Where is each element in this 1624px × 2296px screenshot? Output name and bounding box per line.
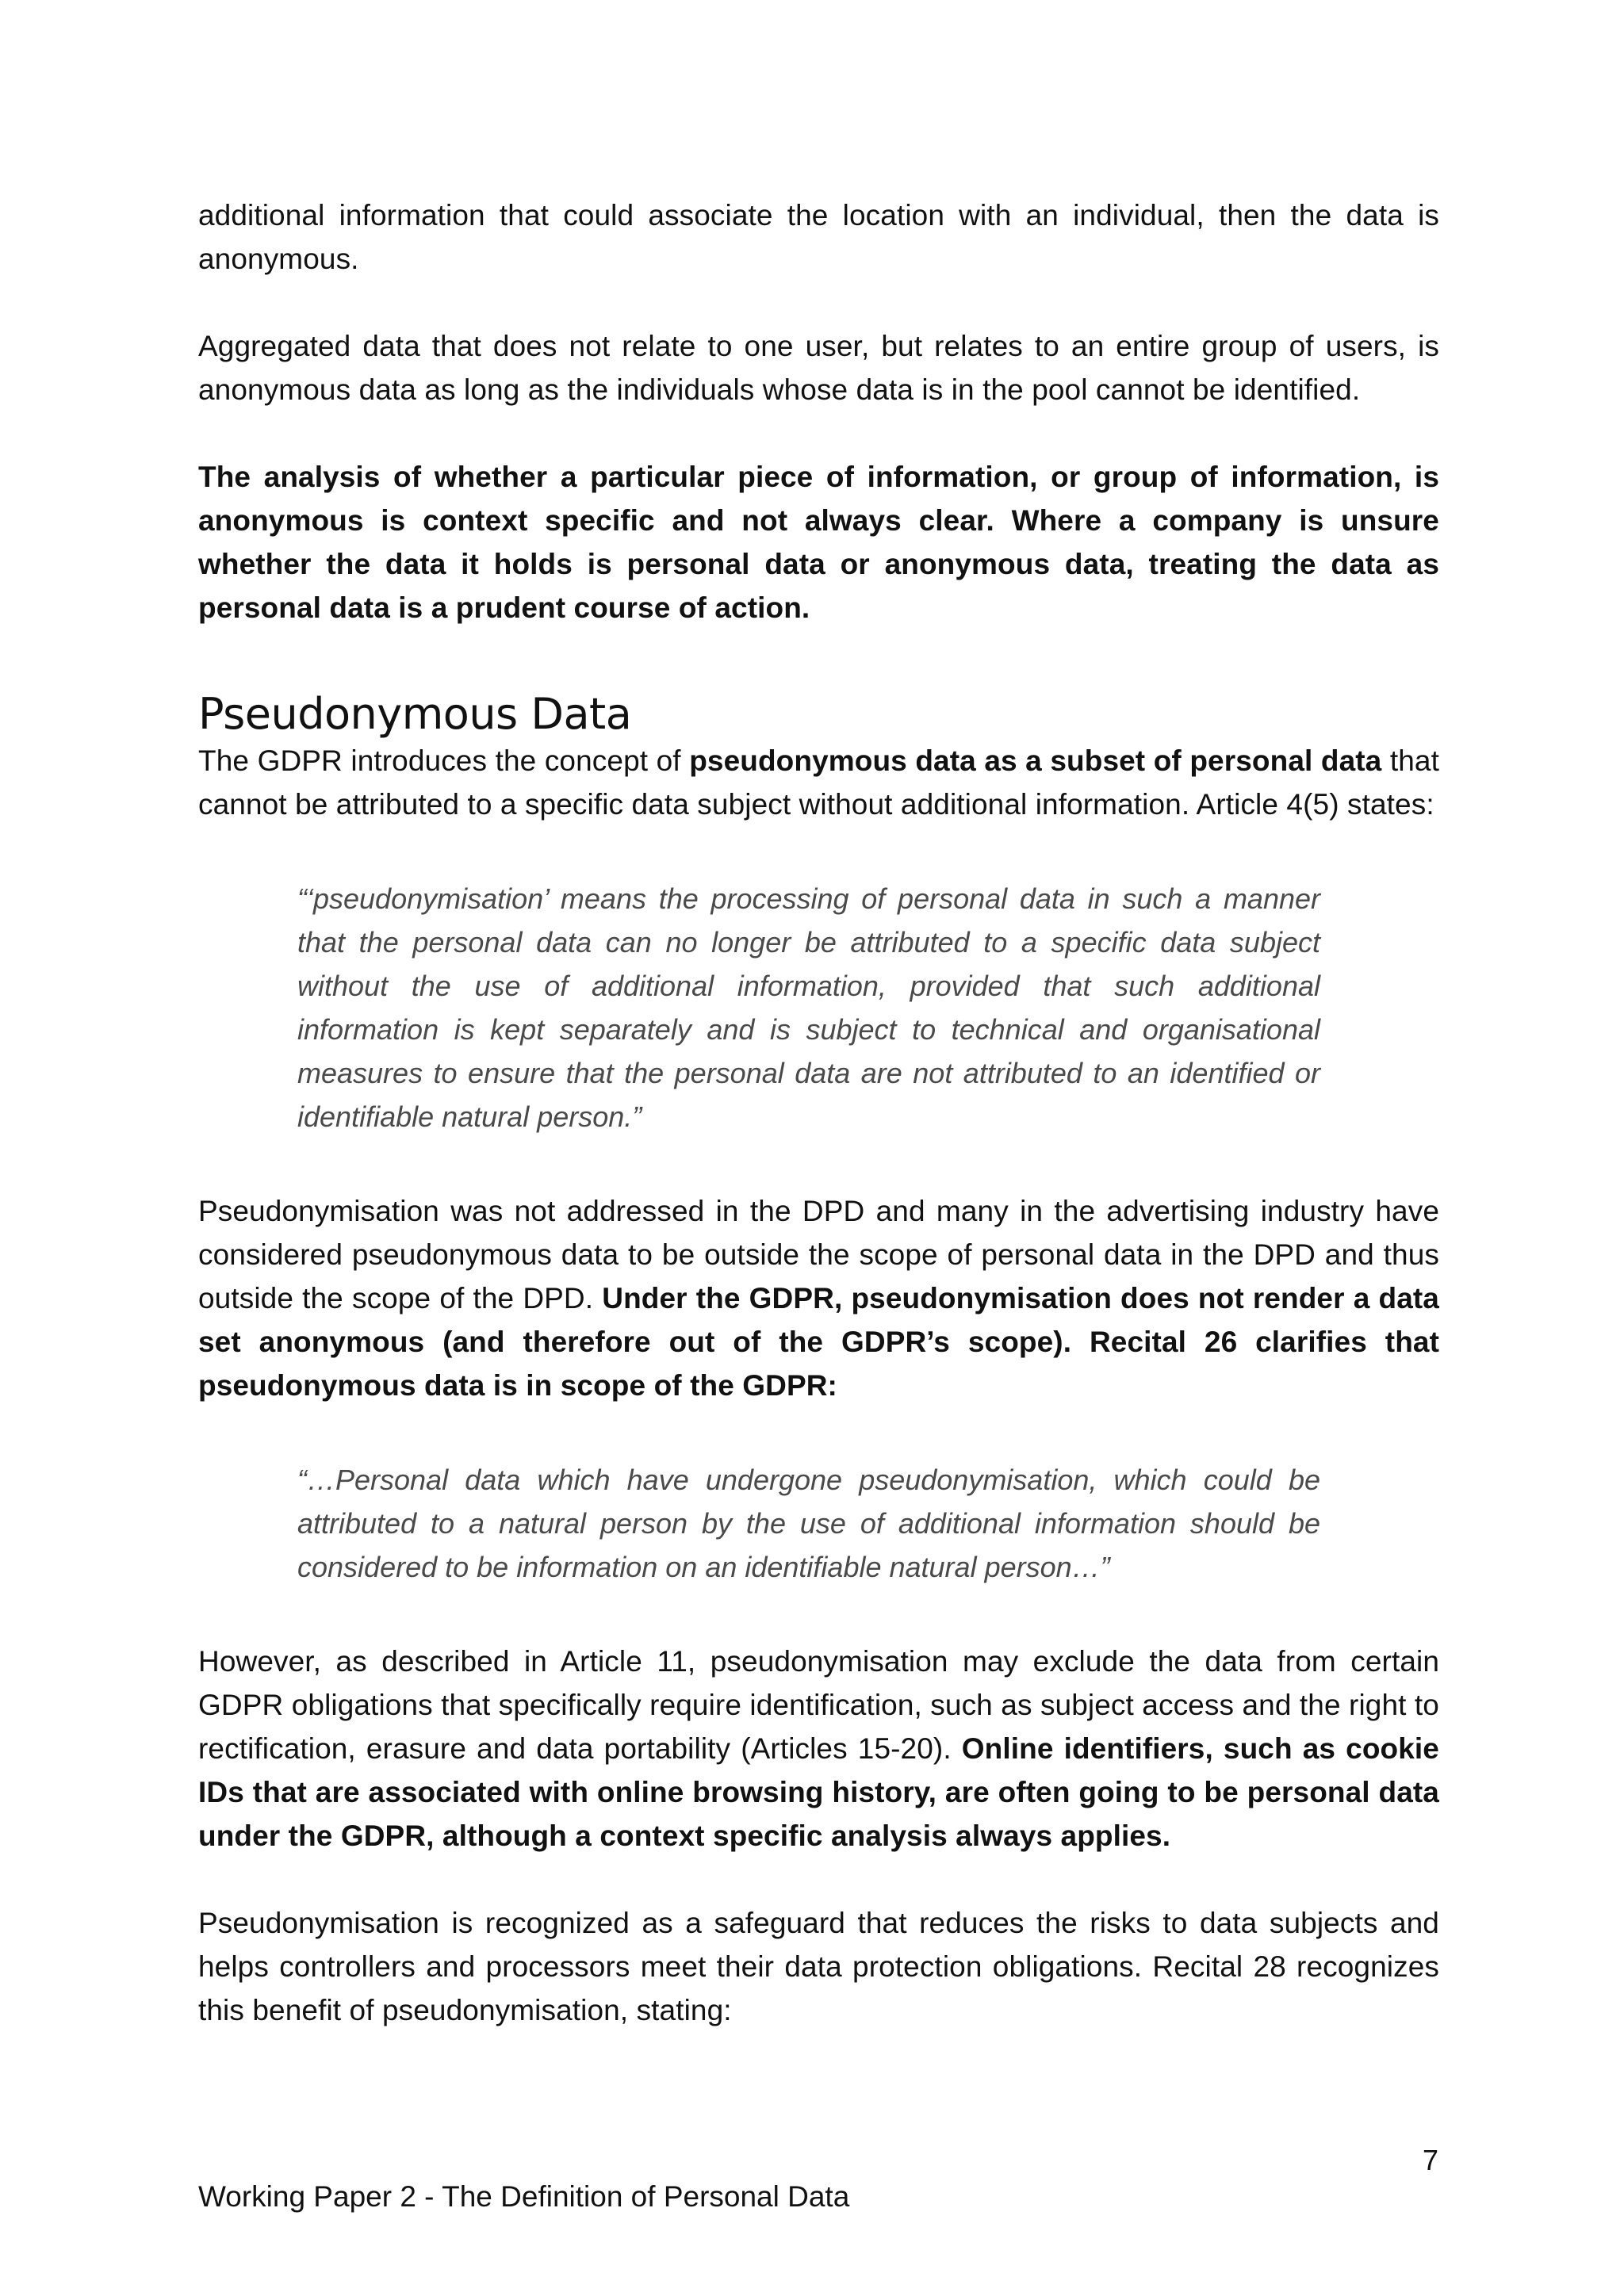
art11-text-normal: However, as described in Article 11, pseudonymisation may exclude the data from certain GDPR obligations that specifically require identification, such as subject access and the right to rectification, erasure and data portability (Articles 15-20). xyxy=(198,1645,1439,1765)
intro-text-bold: pseudonymous data as a subset of personal data xyxy=(689,744,1382,777)
quote-article-4-5: “‘pseudonymisation’ means the processing of personal data in such a manner that the personal data can no longer be attributed to a specific data subject without the use of additional information, provided that such additional information is kept separately and is subject to technical and organisational measures to ensure that the personal data are not attributed to an identified or identifiable natural person.” xyxy=(297,882,1320,1133)
paragraph-recital-28: Pseudonymisation is recognized as a safeguard that reduces the risks to data subjects and helps controllers and processors meet their data protection obligations. Recital 28 recognizes this benefit of pseudonymisation, stating: xyxy=(198,1907,1439,2026)
footer-document-title: Working Paper 2 - The Definition of Personal Data xyxy=(198,2180,850,2213)
intro-text-after: that cannot be attributed to a specific data subject without additional information. Article 4(5) states: xyxy=(198,744,1439,821)
page-content xyxy=(198,193,1439,2032)
paragraph-article-11 xyxy=(198,1640,1439,1858)
section-heading: Pseudonymous Data xyxy=(198,689,632,739)
paragraph-aggregated-data: Aggregated data that does not relate to one user, but relates to an entire group of users, is anonymous data as long as the individuals whose data is in the pool cannot be identified. xyxy=(198,330,1439,406)
paragraph-anonymous-location: additional information that could associate the location with an individual, then the data is anonymous. xyxy=(198,199,1439,275)
paragraph-gdpr-intro xyxy=(198,739,1439,826)
art11-text-bold: Online identifiers, such as cookie IDs that are associated with online browsing history, are often going to be personal data under the GDPR, although a context specific analysis always applies. xyxy=(198,1732,1439,1852)
dpd-text-normal: Pseudonymisation was not addressed in the DPD and many in the advertising industry have considered pseudonymous data to be outside the scope of personal data in the DPD and thus outside the scope of the DPD. xyxy=(198,1195,1439,1314)
quote-recital-26: “…Personal data which have undergone pseudonymisation, which could be attributed to a natural person by the use of additional information should be considered to be information on an identifiable natural person…” xyxy=(297,1464,1320,1583)
dpd-text-bold: Under the GDPR, pseudonymisation does not render a data set anonymous (and therefore out of the GDPR’s scope). Recital 26 clarifies that pseudonymous data is in scope of the GDPR: xyxy=(198,1282,1439,1402)
paragraph-analysis-bold: The analysis of whether a particular piece of information, or group of information, is anonymous is context specific and not always clear. Where a company is unsure whether the data it holds is personal data or anonymous data, treating the data as personal data is a prudent course of action. xyxy=(198,461,1439,624)
intro-text-before: The GDPR introduces the concept of xyxy=(198,744,690,777)
paragraph-dpd xyxy=(198,1189,1439,1407)
page-number: 7 xyxy=(1422,2144,1438,2176)
